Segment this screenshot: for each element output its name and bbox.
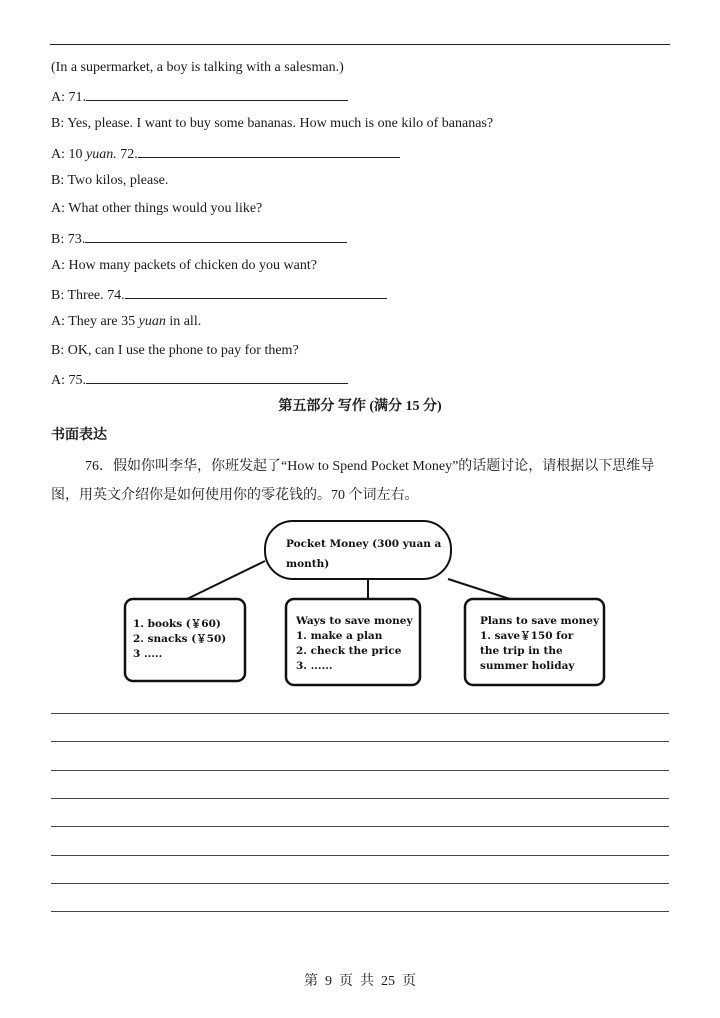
dialogue-line-a2: A: What other things would you like?: [51, 201, 263, 216]
writing-line[interactable]: [51, 826, 669, 827]
footer-ye-2: 页: [402, 974, 416, 989]
right-item-4: summer holiday: [480, 660, 575, 672]
right-item-3: the trip in the: [480, 645, 563, 657]
writing-line[interactable]: [51, 855, 669, 856]
right-item-1: Plans to save money: [480, 615, 600, 627]
mind-map: [115, 515, 615, 695]
top-rule: [50, 44, 670, 45]
line-71-prefix: A: 71.: [51, 90, 86, 105]
page-footer: [0, 973, 720, 991]
question-number: 76．: [85, 459, 113, 474]
right-node: [465, 599, 604, 685]
footer-gong: 共: [360, 974, 374, 989]
answer-blank-74[interactable]: [125, 285, 387, 299]
dialogue-line-b1: B: Yes, please. I want to buy some bananas. How much is one kilo of bananas?: [51, 116, 494, 131]
answer-blank-72[interactable]: [138, 144, 400, 158]
left-item-3: 3 .....: [133, 648, 163, 660]
dialogue-line-73: [51, 229, 347, 249]
middle-item-2: 1. make a plan: [296, 630, 383, 642]
writing-prompt: [51, 452, 673, 510]
dialogue-line-b5: B: OK, can I use the phone to pay for them?: [51, 343, 299, 358]
answer-blank-71[interactable]: [86, 87, 348, 101]
writing-line[interactable]: [51, 770, 669, 771]
middle-item-1: Ways to save money: [296, 615, 413, 627]
prompt-line-2: 图，用英文介绍你是如何使用你的零花钱的。70 个词左右。: [51, 488, 419, 503]
section-subtitle: 书面表达: [51, 428, 107, 443]
writing-line[interactable]: [51, 911, 669, 912]
dialogue-line-72: [51, 144, 400, 164]
writing-line[interactable]: [51, 883, 669, 884]
footer-total-pages: 25: [381, 974, 395, 989]
connector-left: [187, 561, 265, 599]
connector-right: [448, 579, 510, 599]
middle-item-4: 3. ......: [296, 660, 333, 672]
section-title: 第五部分 写作 (满分 15 分): [278, 399, 442, 414]
writing-line[interactable]: [51, 713, 669, 714]
dialogue-line-a3: A: How many packets of chicken do you want?: [51, 258, 317, 273]
line-72-yuan: yuan.: [86, 147, 117, 162]
writing-line[interactable]: [51, 741, 669, 742]
answer-blank-73[interactable]: [85, 229, 347, 243]
line-73-prefix: B: 73.: [51, 232, 86, 247]
dialogue-line-74: [51, 285, 387, 305]
middle-item-3: 2. check the price: [296, 645, 402, 657]
dialogue-line-75: [51, 370, 348, 390]
dialogue-scene: (In a supermarket, a boy is talking with a salesman.): [51, 60, 344, 75]
writing-line[interactable]: [51, 798, 669, 799]
line-a4-start: A: They are 35: [51, 314, 139, 329]
dialogue-line-a4: [51, 313, 201, 331]
prompt-line-1: 假如你叫李华，你班发起了“How to Spend Pocket Money”的话题讨论，请根据以下思维导: [113, 459, 655, 474]
dialogue-line-71: [51, 87, 348, 107]
line-75-prefix: A: 75.: [51, 373, 86, 388]
footer-ye: 页: [339, 974, 353, 989]
mind-map-svg: [115, 515, 615, 695]
answer-blank-75[interactable]: [86, 370, 348, 384]
footer-page-number: 9: [325, 974, 332, 989]
right-item-2: 1. save￥150 for: [480, 630, 574, 642]
dialogue-line-b2: B: Two kilos, please.: [51, 173, 169, 188]
line-a4-end: in all.: [165, 314, 202, 329]
center-text-line-2: month): [286, 558, 330, 570]
line-72-prefix: A: 10: [51, 147, 86, 162]
middle-node: [286, 599, 420, 685]
left-item-2: 2. snacks (￥50): [133, 633, 227, 645]
footer-di: 第: [304, 974, 318, 989]
line-72-number: 72.: [116, 147, 138, 162]
center-text-line-1: Pocket Money (300 yuan a: [286, 538, 442, 550]
line-74-prefix: B: Three. 74.: [51, 288, 125, 303]
center-node: [265, 521, 451, 579]
line-a4-yuan: yuan: [138, 314, 166, 329]
left-item-1: 1. books (￥60): [133, 618, 221, 630]
